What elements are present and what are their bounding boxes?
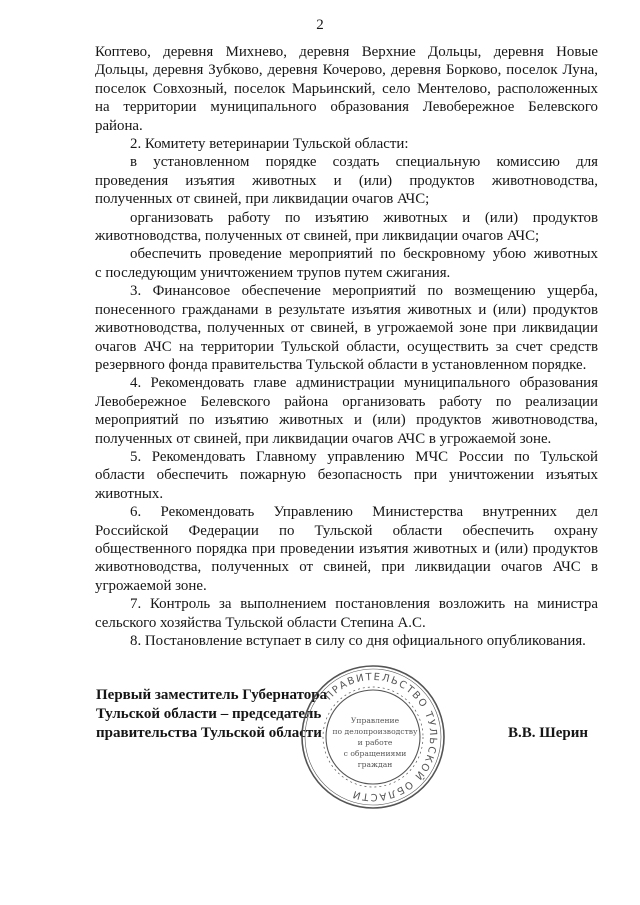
- text-line: организовать работу по изъятию животных и (или) продуктов: [130, 209, 598, 226]
- text-line: обеспечить проведение мероприятий по бескровному убою животных: [130, 246, 598, 263]
- official-stamp: [299, 663, 447, 811]
- text-line: 3. Финансовое обеспечение мероприятий по возмещению ущерба,: [130, 283, 598, 300]
- text-line: угрожаемой зоне.: [95, 577, 207, 594]
- signatory-title-line: правительства Тульской области: [96, 725, 322, 741]
- text-line: мероприятий по изъятию животных и (или) продуктов животноводства,: [95, 412, 598, 429]
- stamp-inner-text-line: с обращениями: [343, 749, 407, 758]
- signatory-title-line: Первый заместитель Губернатора: [96, 687, 328, 703]
- text-line: Коптево, деревня Михнево, деревня Верхние Дольцы, деревня Новые: [95, 44, 598, 60]
- stamp-inner-text-line: и работе: [357, 738, 393, 747]
- paragraph-item-8: [95, 632, 598, 650]
- text-line: Российской Федерации по Тульской области обеспечить охрану: [95, 522, 598, 539]
- text-line: с последующим уничтожением трупов путем сжигания.: [95, 264, 451, 281]
- text-line: животноводства, полученных от свиней, при ликвидации очагов АЧС;: [95, 228, 540, 245]
- stamp-outer-circle-inner-line: [305, 669, 441, 805]
- text-line: поселок Совхозный, поселок Марьинский, село Ментелово, расположенных: [95, 80, 598, 97]
- text-line: 6. Рекомендовать Управлению Министерства внутренних дел: [130, 504, 598, 521]
- stamp-inner-text-line: по делопроизводству: [332, 727, 418, 736]
- text-line: понесенного гражданами в результате изъятия животных и (или) продуктов: [95, 301, 598, 318]
- paragraph-continuation: [95, 43, 598, 135]
- text-line: на территории муниципального образования Левобережное Белевского: [95, 99, 598, 116]
- stamp-dotted-ring: [323, 687, 423, 787]
- paragraph-item-6: [95, 503, 598, 595]
- text-line: общественного порядка при проведении изъятия животных и (или) продуктов: [95, 540, 598, 557]
- stamp-inner-circle: [326, 690, 420, 784]
- stamp-ring-text-path: ПРАВИТЕЛЬСТВО ТУЛЬСКОЙ ОБЛАСТИ: [323, 671, 439, 803]
- text-line: района.: [95, 117, 143, 134]
- text-line: резервного фонда правительства Тульской области в установленном порядке.: [95, 356, 587, 373]
- text-line: проведения изъятия животных и (или) продуктов животноводства,: [95, 172, 598, 189]
- stamp-ring-text: [323, 672, 438, 802]
- paragraph-subitem-commission: [95, 153, 598, 208]
- text-line: 4. Рекомендовать главе администрации муниципального образования: [130, 375, 598, 392]
- text-line: в установленном порядке создать специальную комиссию для: [130, 154, 598, 171]
- paragraph-item-7: [95, 595, 598, 632]
- paragraph-subitem-organize: [95, 209, 598, 246]
- stamp-inner-text-line: Управление: [350, 716, 400, 725]
- text-line: 7. Контроль за выполнением постановления возложить на министра: [130, 596, 598, 613]
- text-line: сельского хозяйства Тульской области Степина А.С.: [95, 614, 426, 631]
- text-line: 8. Постановление вступает в силу со дня официального опубликования.: [130, 633, 586, 649]
- text-line: очагов АЧС на территории Тульской области, осуществить за счет средств: [95, 338, 598, 355]
- signatory-title-line: Тульской области – председатель: [96, 706, 322, 722]
- text-line: животноводства, полученных от свиней, при ликвидации очагов АЧС в: [95, 559, 598, 576]
- text-line: полученных от свиней, при ликвидации очагов АЧС;: [95, 191, 430, 208]
- text-line: Левобережное Белевского района организовать работу по реализации: [95, 393, 598, 410]
- text-line: 2. Комитету ветеринарии Тульской области:: [130, 136, 409, 153]
- paragraph-item-2: [95, 135, 598, 153]
- stamp-inner-text-line: граждан: [357, 760, 393, 769]
- text-line: области обеспечить пожарную безопасность при уничтожении изъятых: [95, 467, 598, 484]
- paragraph-subitem-ensure: [95, 245, 598, 282]
- text-line: животноводства, полученных от свиней, в угрожаемой зоне при ликвидации: [95, 320, 598, 337]
- text-line: животных.: [95, 485, 164, 502]
- signatory-name: В.В. Шерин: [508, 725, 589, 741]
- paragraph-item-5: [95, 448, 598, 503]
- signatory-title: [96, 686, 327, 743]
- text-line: 5. Рекомендовать Главному управлению МЧС России по Тульской: [130, 448, 598, 465]
- text-line: Дольцы, деревня Зубково, деревня Кочерово, деревня Борково, поселок Луна,: [95, 62, 598, 79]
- paragraph-item-3: [95, 282, 598, 374]
- paragraph-item-4: [95, 374, 598, 448]
- document-body: [95, 43, 598, 650]
- page-number: 2: [316, 17, 324, 33]
- text-line: полученных от свиней, при ликвидации очагов АЧС в угрожаемой зоне.: [95, 430, 552, 447]
